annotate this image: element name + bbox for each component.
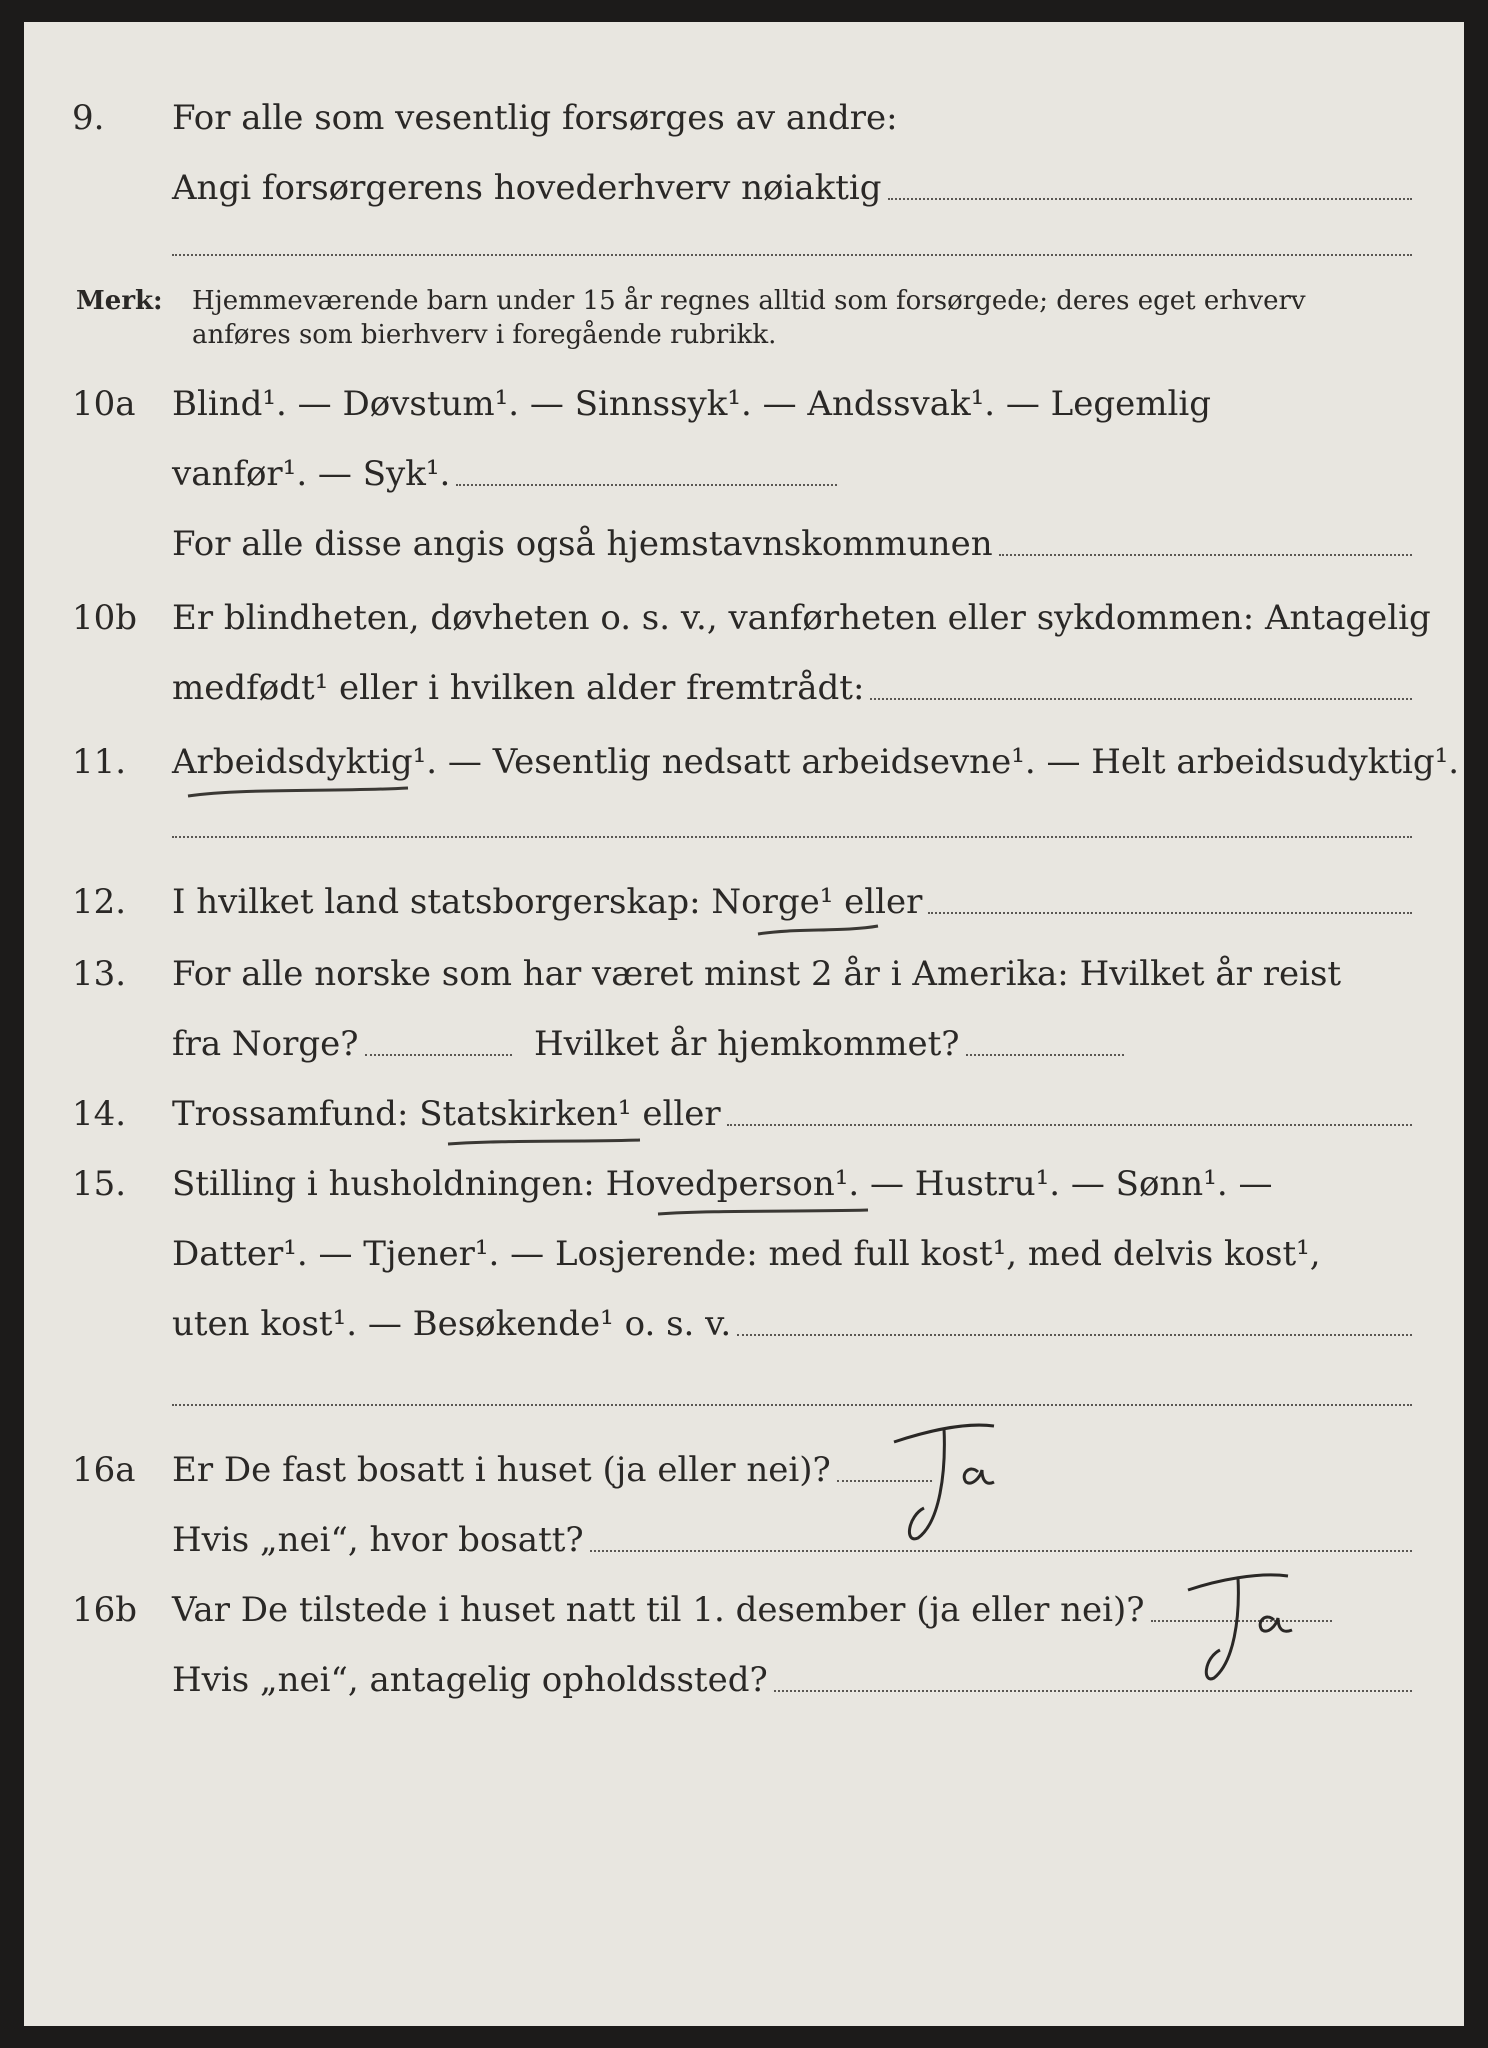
question-text: For alle norske som har været minst 2 år i Amerika: Hvilket år reist <box>172 954 1342 994</box>
answer-line[interactable] <box>727 1124 1412 1126</box>
question-text: Hvis „nei“, hvor bosatt? <box>172 1518 1412 1562</box>
question-text: Angi forsørgerens hovederhverv nøiaktig <box>172 166 1412 210</box>
item-number: 15. <box>72 1164 127 1204</box>
answer-line[interactable] <box>966 1054 1125 1056</box>
item-number: 9. <box>72 98 105 138</box>
question-text: Er De fast bosatt i huset (ja eller nei)? <box>172 1448 932 1492</box>
handwritten-underline <box>754 922 884 944</box>
item-number: 12. <box>72 882 127 922</box>
question-text: Blind¹. — Døvstum¹. — Sinnssyk¹. — Andssvak¹. — Legemlig <box>172 384 1211 424</box>
question-text: Hvis „nei“, antagelig opholdssted? <box>172 1658 1412 1702</box>
question-text: For alle som vesentlig forsørges av andre: <box>172 98 898 138</box>
handwritten-underline <box>654 1204 874 1222</box>
question-text: Stilling i husholdningen: Hovedperson¹. — Hustru¹. — Sønn¹. — <box>172 1164 1273 1204</box>
answer-line[interactable] <box>737 1334 1412 1336</box>
item-number: 13. <box>72 954 127 994</box>
question-text: Hvilket år hjemkommet? <box>534 1022 1124 1066</box>
answer-line[interactable] <box>999 554 1412 556</box>
question-text: I hvilket land statsborgerskap: Norge¹ eller <box>172 880 1412 924</box>
question-text: Er blindheten, døvheten o. s. v., vanførheten eller sykdommen: Antagelig <box>172 598 1431 638</box>
note-text: Hjemmeværende barn under 15 år regnes alltid som forsørgede; deres eget erhverv anføres som bierhverv i foregående rubrikk. <box>192 286 1306 350</box>
answer-line[interactable] <box>365 1054 512 1056</box>
census-form-page <box>24 22 1464 2026</box>
question-text: vanfør¹. — Syk¹. <box>172 452 837 496</box>
question-text: For alle disse angis også hjemstavnskommunen <box>172 522 1412 566</box>
handwritten-answer-ja <box>874 1412 1034 1552</box>
item-number: 14. <box>72 1094 127 1134</box>
item-number: 11. <box>72 742 127 782</box>
question-text: Var De tilstede i huset natt til 1. desember (ja eller nei)? <box>172 1588 1332 1632</box>
item-number: 16b <box>72 1590 138 1630</box>
answer-line[interactable] <box>172 836 1412 838</box>
handwritten-underline <box>184 782 414 804</box>
item-number: 10b <box>72 598 138 638</box>
handwritten-answer-ja <box>1174 1562 1334 1692</box>
item-number: 16a <box>72 1450 136 1490</box>
question-text: Trossamfund: Statskirken¹ eller <box>172 1092 1412 1136</box>
answer-line[interactable] <box>172 1404 1412 1406</box>
item-number: 10a <box>72 384 136 424</box>
question-text: Datter¹. — Tjener¹. — Losjerende: med full kost¹, med delvis kost¹, <box>172 1234 1321 1274</box>
note-label: Merk: <box>76 286 163 316</box>
question-text: fra Norge? <box>172 1022 512 1066</box>
answer-line[interactable] <box>172 254 1412 256</box>
question-text: uten kost¹. — Besøkende¹ o. s. v. <box>172 1302 1412 1346</box>
answer-line[interactable] <box>888 198 1412 200</box>
question-text: medfødt¹ eller i hvilken alder fremtrådt: <box>172 666 1412 710</box>
answer-line[interactable] <box>870 698 1412 700</box>
answer-line[interactable] <box>456 484 837 486</box>
handwritten-underline <box>444 1134 644 1152</box>
answer-line[interactable] <box>928 912 1412 914</box>
question-text: Arbeidsdyktig¹. — Vesentlig nedsatt arbeidsevne¹. — Helt arbeidsudyktig¹. <box>172 742 1460 782</box>
